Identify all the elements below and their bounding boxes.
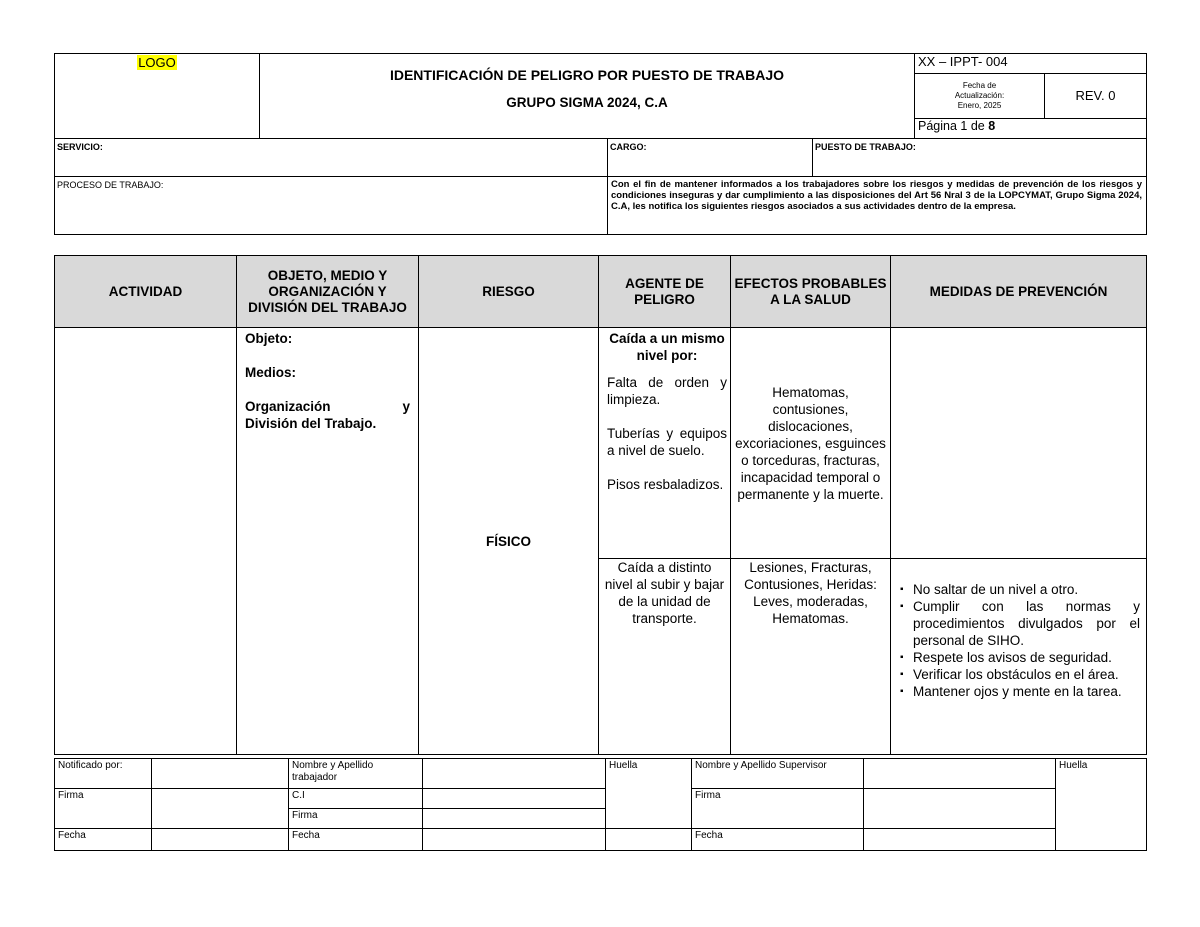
nombre-supervisor-value[interactable] (864, 759, 1056, 789)
page-number: Página 1 de 8 (915, 118, 1147, 139)
efectos-cell-2: Lesiones, Fracturas, Contusiones, Heridas: Leves, moderadas, Hematomas. (731, 559, 891, 755)
header-actividad: ACTIVIDAD (55, 256, 237, 328)
efectos-cell-1: Hematomas, contusiones, dislocaciones, excoriaciones, esguinces o torceduras, fracturas, incapacidad temporal o permanente y la muerte. (731, 328, 891, 559)
title-cell (260, 54, 915, 139)
fecha-trabajador-label: Fecha (289, 829, 423, 851)
huella-supervisor: Huella (1056, 759, 1147, 851)
riesgo-cell: FÍSICO (419, 328, 599, 755)
notificado-label: Notificado por: (55, 759, 152, 789)
signature-table (54, 758, 1147, 851)
fecha-value[interactable] (152, 829, 289, 851)
document-code: XX – IPPT- 004 (915, 54, 1147, 74)
page-title: IDENTIFICACIÓN DE PELIGRO POR PUESTO DE TRABAJO (389, 67, 785, 83)
firma-value[interactable] (152, 789, 289, 829)
header-medidas: MEDIDAS DE PREVENCIÓN (891, 256, 1147, 328)
agente-cell-2: Caída a distinto nivel al subir y bajar de la unidad de transporte. (599, 559, 731, 755)
nombre-trabajador-label: Nombre y Apellido trabajador (289, 759, 423, 789)
update-date: Fecha de Actualización: Enero, 2025 (915, 74, 1045, 118)
list-item: ▪ Mantener ojos y mente en la tarea. (913, 683, 1140, 700)
list-item: ▪ No saltar de un nivel a otro. (913, 581, 1140, 598)
prevention-list (891, 581, 1146, 700)
nombre-supervisor-label: Nombre y Apellido Supervisor (692, 759, 864, 789)
list-item: ▪ Cumplir con las normas y procedimientos divulgados por el personal de SIHO. (913, 598, 1140, 649)
page-subtitle: GRUPO SIGMA 2024, C.A (506, 95, 668, 110)
fecha-supervisor-label: Fecha (692, 829, 864, 851)
header-objeto: OBJETO, MEDIO Y ORGANIZACIÓN Y DIVISIÓN DEL TRABAJO (237, 256, 419, 328)
firma-supervisor-label: Firma (692, 789, 864, 829)
header-riesgo: RIESGO (419, 256, 599, 328)
fecha-trabajador-value[interactable] (423, 829, 606, 851)
cargo-field: CARGO: (608, 139, 813, 177)
blank-cell (606, 829, 692, 851)
ci-label: C.I (289, 789, 423, 809)
header-table (54, 53, 1147, 235)
medidas-cell-2 (891, 559, 1147, 755)
header-efectos: EFECTOS PROBABLES A LA SALUD (731, 256, 891, 328)
ci-value[interactable] (423, 789, 606, 809)
huella-trabajador: Huella (606, 759, 692, 829)
actividad-cell (55, 328, 237, 755)
firma-trabajador-value[interactable] (423, 809, 606, 829)
hazard-table (54, 255, 1147, 755)
puesto-field: PUESTO DE TRABAJO: (813, 139, 1147, 177)
agente-cell-1: Caída a un mismo nivel por: Falta de orden y limpieza. Tuberías y equipos a nivel de suelo. Pisos resbaladizos. (599, 328, 731, 559)
nombre-trabajador-value[interactable] (423, 759, 606, 789)
servicio-field: SERVICIO: (55, 139, 608, 177)
logo: LOGO (138, 55, 176, 70)
objeto-cell: Objeto: Medios: Organización y División del Trabajo. (237, 328, 419, 755)
fecha-label: Fecha (55, 829, 152, 851)
list-item: ▪ Verificar los obstáculos en el área. (913, 666, 1140, 683)
logo-cell (55, 54, 260, 139)
notice-text: Con el fin de mantener informados a los trabajadores sobre los riesgos y medidas de prevención de los riesgos y condiciones inseguras y dar cumplimiento a las disposiciones del Art 56 Nral 3 de la LOPCYMAT, Grupo Sigma 2024, C.A, les notifica los siguientes riesgos asociados a sus actividades dentro de la empresa. (608, 177, 1147, 235)
medidas-cell-1 (891, 328, 1147, 559)
list-item: ▪ Respete los avisos de seguridad. (913, 649, 1140, 666)
revision: REV. 0 (1045, 74, 1147, 118)
proceso-field: PROCESO DE TRABAJO: (55, 177, 608, 235)
firma-label: Firma (55, 789, 152, 829)
header-agente: AGENTE DE PELIGRO (599, 256, 731, 328)
fecha-supervisor-value[interactable] (864, 829, 1056, 851)
firma-trabajador-label: Firma (289, 809, 423, 829)
notificado-value[interactable] (152, 759, 289, 789)
firma-supervisor-value[interactable] (864, 789, 1056, 829)
